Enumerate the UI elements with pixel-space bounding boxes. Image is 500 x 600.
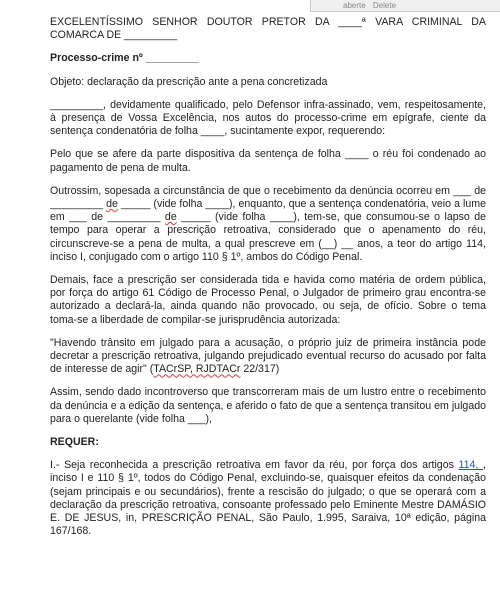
paragraph-4: Assim, sendo dado incontroverso que transcorreram mais de um lustro entre o recebimento da denúncia e a edição da sentença, e aferido o fato de que a sentença transitou em julgado para o querelante (vide folha ___), <box>50 386 486 425</box>
request-item-1-text-a: I.- Seja reconhecida a prescrição retroativa em favor da réu, por força dos artigos <box>50 459 459 472</box>
intro-paragraph: _________, devidamente qualificado, pelo Defensor infra-assinado, vem, respeitosamente, à presença de Vossa Excelência, nos autos do processo-crime em epígrafe, ciente da sentença condenatória de folha ____, sucintamente expor, requerendo: <box>50 98 486 138</box>
quote-citation-tail: 22/317) <box>240 363 280 376</box>
article-link[interactable]: 114, <box>458 459 484 472</box>
paragraph-3: Demais, face a prescrição ser considerada tida e havida como matéria de ordem pública, por força do artigo 61 Código de Processo Penal, o Julgador de primeiro grau encontra-se autorizado a declará-la, ainda quando não provocado, ou seja, de ofício. Sobre o tema toma-se a liberdade de compilar-se jurisprudência autorizada: <box>50 274 486 326</box>
quote-citation: TACrSP, RJDTACr <box>153 363 241 376</box>
spellcheck-word: de <box>164 211 177 224</box>
paragraph-1: Pelo que se afere da parte dispositiva da sentença de folha ____ o réu foi condenado ao pagamento de pena de multa. <box>50 148 486 174</box>
toolbar-item-aberte[interactable]: aberte <box>343 1 366 10</box>
request-item-1 <box>50 459 486 538</box>
document-body <box>50 16 486 549</box>
request-item-1-text-c: , inciso I e 110 § 1º, todos do Código Penal, excluindo-se, quaisquer efeitos da condenação (sejam principais e ou secundários), frente a rescisão do julgado; o que se operará com a declaração da prescrição retroativa, consoante professado pelo Eminente Mestre DAMÁSIO E. DE JESUS, in, PRESCRIÇÃO PENAL, São Paulo, 1.995, Saraiva, 10ª edição, página 167/168. <box>50 459 486 538</box>
toolbar-item-delete[interactable]: Delete <box>372 1 397 10</box>
paragraph-2-part-c: _____ (vide folha ____), enquanto, que a sentença condenatória, veio a lume em ___ de _________ <box>50 198 486 224</box>
paragraph-2-part-e: _____ (vide folha ____), tem-se, que consumou-se o lapso de tempo para operar a prescrição retroativa, considerado que o apenamento do réu, circunscreve-se a pena de multa, a qual prescreve em (__) __ anos, a teor do artigo 114, inciso I, conjugado com o artigo 110 § 1º, ambos do Código Penal. <box>50 211 487 263</box>
jurisprudence-quote <box>50 337 486 377</box>
addressee: EXCELENTÍSSIMO SENHOR DOUTOR PRETOR DA ____ª VARA CRIMINAL DA COMARCA DE _________ <box>50 16 486 42</box>
paragraph-2 <box>50 185 486 264</box>
requer-heading: REQUER: <box>50 436 99 449</box>
spellcheck-word: de <box>106 198 118 211</box>
process-number: Processo-crime nº _________ <box>50 52 199 65</box>
paragraph-2-part-a: Outrossim, sopesada a circunstância de que o recebimento da denúncia ocorreu em ___ de _________ <box>50 184 486 211</box>
toolbar-strip <box>310 0 500 12</box>
quote-text: "Havendo trânsito em julgado para a acusação, o próprio juiz de primeira instância pode decretar a prescrição retroativa, julgando prejudicado eventual recurso do acusado por falta de interesse de agir" ( <box>50 336 486 376</box>
object-line: Objeto: declaração da prescrição ante a pena concretizada <box>50 75 328 88</box>
